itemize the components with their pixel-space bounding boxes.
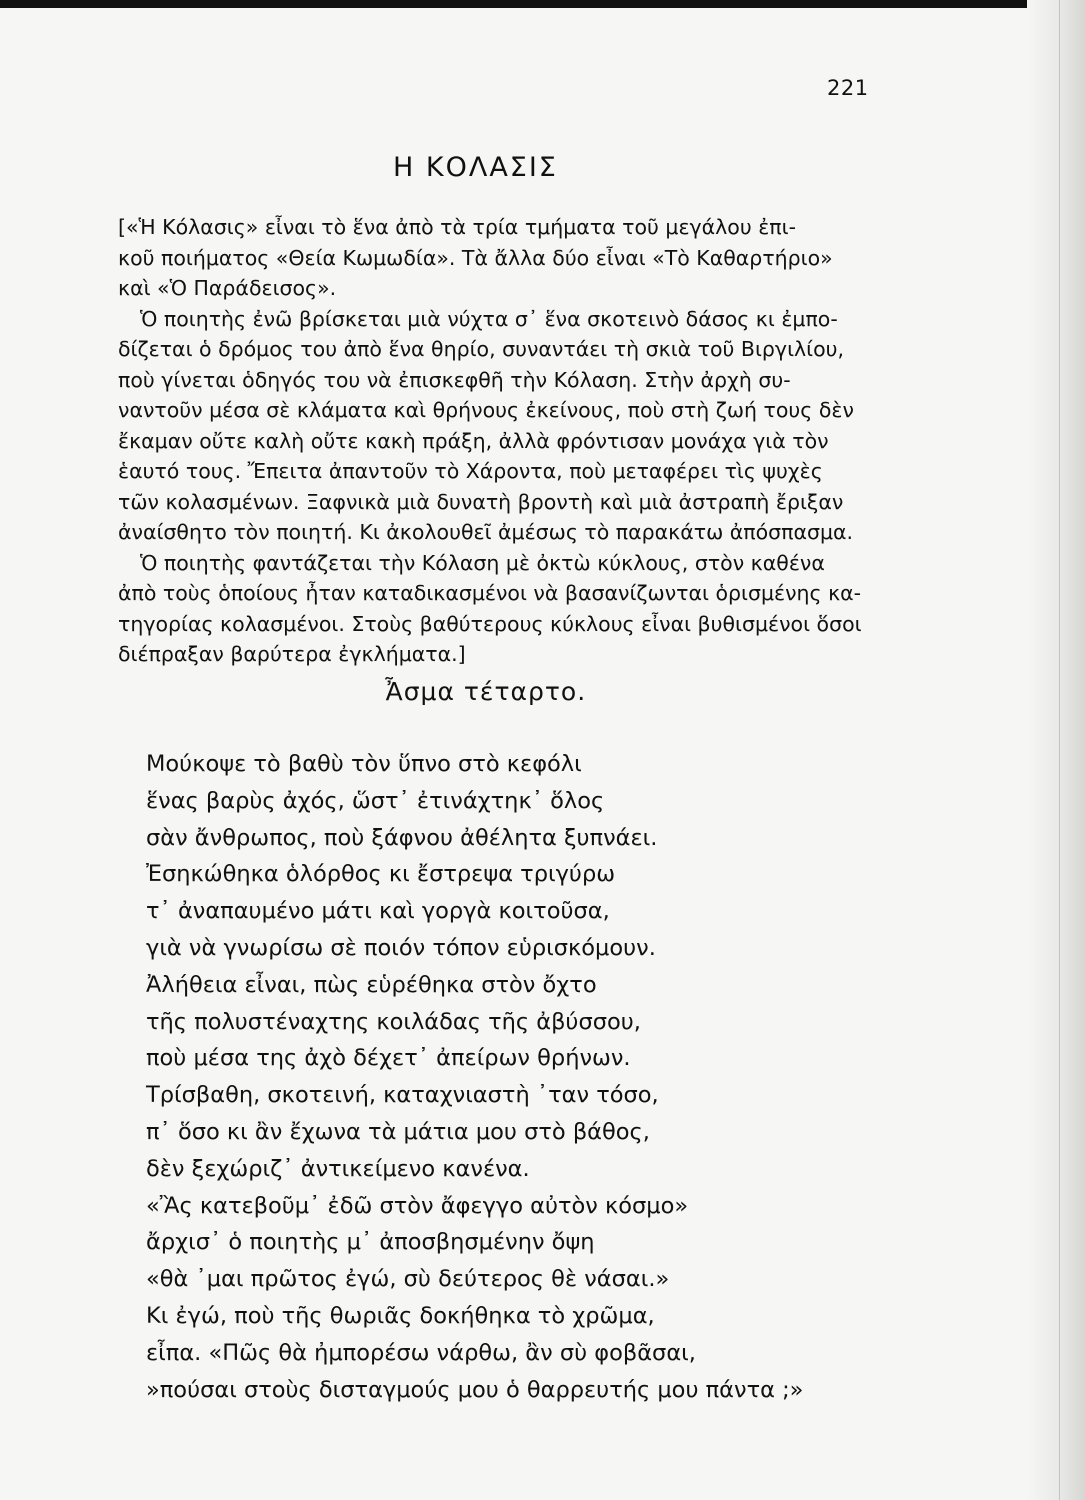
verse-line: Ἐσηκώθηκα ὁλόρθος κι ἔστρεψα τριγύρω (146, 861, 616, 888)
scan-top-edge (0, 0, 1085, 8)
page-stack-edge (1027, 0, 1085, 1500)
intro-line: διέπραξαν βαρύτερα ἐγκλήματα.] (118, 642, 466, 666)
verse-line: τῆς πολυστέναχτης κοιλάδας τῆς ἀβύσσου, (146, 1008, 641, 1035)
intro-line: ἀπὸ τοὺς ὁποίους ἦταν καταδικασμένοι νὰ βασανίζωνται ὁρισμένης κα- (118, 581, 862, 605)
verse-line: δὲν ξεχώριζ᾽ ἀντικείμενο κανένα. (146, 1155, 530, 1182)
verse-line: Ἀλήθεια εἶναι, πὼς εὑρέθηκα στὸν ὄχτο (146, 971, 597, 998)
intro-line: ἔκαμαν οὔτε καλὴ οὔτε κακὴ πράξη, ἀλλὰ φρόντισαν μονάχα γιὰ τὸν (118, 428, 829, 453)
verse-line: ποὺ μέσα της ἀχὸ δέχετ᾽ ἀπείρων θρήνων. (146, 1045, 631, 1072)
verse-line: Μούκοψε τὸ βαθὺ τὸν ὕπνο στὸ κεφόλι (146, 751, 582, 777)
verse-line: ἕνας βαρὺς ἀχός, ὥστ᾽ ἐτινάχτηκ᾽ ὅλος (146, 787, 605, 814)
intro-line: Ὁ ποιητὴς ἐνῶ βρίσκεται μιὰ νύχτα σ᾽ ἕνα σκοτεινὸ δάσος κι ἐμπο- (140, 306, 838, 331)
intro-line: καὶ «Ὁ Παράδεισος». (118, 276, 337, 300)
intro-line: Ὁ ποιητὴς φαντάζεται τὴν Κόλαση μὲ ὀκτὼ κύκλους, στὸν καθένα (140, 550, 825, 575)
intro-line: ναντοῦν μέσα σὲ κλάματα καὶ θρήνους ἐκείνους, ποὺ στὴ ζωή τους δὲν (118, 398, 854, 422)
verse-line: γιὰ νὰ γνωρίσω σὲ ποιόν τόπον εὑρισκόμουν. (146, 934, 656, 961)
verse-line: Κι ἐγώ, ποὺ τῆς θωριᾶς δοκήθηκα τὸ χρῶμα, (146, 1302, 655, 1329)
verse-line: ἄρχισ᾽ ὁ ποιητὴς μ᾽ ἀποσβησμένην ὄψη (146, 1229, 595, 1256)
page-number: 221 (827, 76, 869, 100)
intro-line: κοῦ ποιήματος «Θεία Κωμωδία». Τὰ ἄλλα δύο εἶναι «Τὸ Καθαρτήριο» (118, 245, 833, 270)
intro-line: τηγορίας κολασμένοι. Στοὺς βαθύτερους κύκλους εἶναι βυθισμένοι ὅσοι (118, 611, 862, 636)
verse-line: «θὰ ᾽μαι πρῶτος ἐγώ, σὺ δεύτερος θὲ νάσαι.» (146, 1266, 670, 1293)
verse-line: »πούσαι στοὺς δισταγμούς μου ὁ θαρρευτής μου πάντα ;» (146, 1376, 804, 1403)
canto-title: Ἆσμα τέταρτο. (385, 677, 587, 706)
intro-line: [«Ἡ Κόλασις» εἶναι τὸ ἕνα ἀπὸ τὰ τρία τμήματα τοῦ μεγάλου ἐπι- (118, 215, 796, 239)
verse-line: τ᾽ ἀναπαυμένο μάτι καὶ γοργὰ κοιτοῦσα, (146, 898, 610, 925)
verse-line: Τρίσβαθη, σκοτεινή, καταχνιαστὴ ᾽ταν τόσο, (146, 1082, 659, 1109)
intro-line: τῶν κολασμένων. Ξαφνικὰ μιὰ δυνατὴ βροντὴ καὶ μιὰ ἀστραπὴ ἔριξαν (118, 489, 844, 514)
intro-paragraph (118, 212, 888, 670)
intro-line: ἀναίσθητο τὸν ποιητή. Κι ἀκολουθεῖ ἀμέσως τὸ παρακάτω ἀπόσπασμα. (118, 520, 854, 544)
verse-line: σὰν ἄνθρωπος, ποὺ ξάφνου ἀθέλητα ξυπνάει. (146, 824, 658, 851)
poem-verse (146, 746, 886, 1408)
intro-line: ποὺ γίνεται ὁδηγός του νὰ ἐπισκεφθῆ τὴν Κόλαση. Στὴν ἀρχὴ συ- (118, 367, 791, 392)
verse-line: π᾽ ὅσο κι ἂν ἔχωνα τὰ μάτια μου στὸ βάθος, (146, 1118, 650, 1145)
verse-line: «Ἂς κατεβοῦμ᾽ ἐδῶ στὸν ἄφεγγο αὐτὸν κόσμο» (146, 1192, 689, 1219)
verse-line: εἶπα. «Πῶς θὰ ἠμπορέσω νάρθω, ἂν σὺ φοβᾶσαι, (146, 1339, 696, 1366)
intro-line: δίζεται ὁ δρόμος του ἀπὸ ἕνα θηρίο, συναντάει τὴ σκιὰ τοῦ Βιργιλίου, (118, 337, 844, 361)
intro-line: ἑαυτό τους. Ἔπειτα ἀπαντοῦν τὸ Χάροντα, ποὺ μεταφέρει τὶς ψυχὲς (118, 459, 823, 483)
chapter-title: Η ΚΟΛΑΣΙΣ (393, 152, 558, 183)
